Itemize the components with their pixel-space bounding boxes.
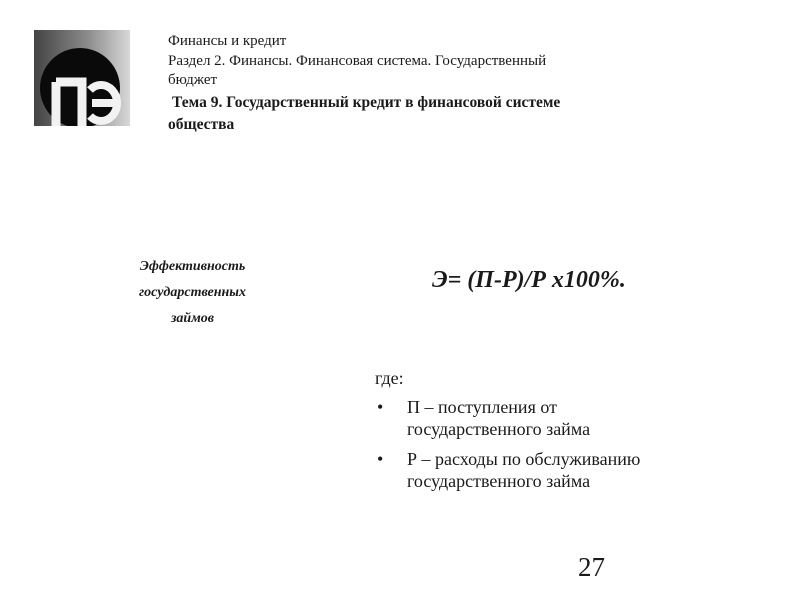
- definition-p-line2: государственного займа: [407, 419, 591, 439]
- definitions-list: [375, 396, 725, 500]
- subject-title: Финансы и кредит: [168, 33, 287, 49]
- definition-r-line2: государственного займа: [407, 471, 591, 491]
- efficiency-label-line2: государственных: [138, 285, 247, 300]
- where-label: где:: [375, 368, 404, 388]
- bullet-dot-icon: •: [377, 449, 384, 469]
- section-title-line2: бюджет: [168, 72, 218, 88]
- efficiency-label: [100, 254, 285, 332]
- bullet-dot-icon: •: [377, 397, 384, 417]
- page-number: 27: [578, 552, 605, 582]
- efficiency-label-line1: Эффективность: [139, 259, 246, 274]
- section-title-line1: Раздел 2. Финансы. Финансовая система. Государственный: [168, 52, 547, 69]
- efficiency-label-line3: займов: [170, 311, 215, 326]
- definition-r-line1: Р – расходы по обслуживанию: [407, 449, 641, 469]
- topic-title-line1: Тема 9. Государственный кредит в финансовой системе: [172, 93, 561, 111]
- definition-item-r: [375, 448, 725, 492]
- definition-p-line1: П – поступления от: [407, 397, 557, 417]
- efficiency-formula: Э= (П-Р)/Р х100%.: [432, 267, 626, 293]
- topic-title-line2: общества: [168, 115, 235, 133]
- pe-logo-icon: [34, 30, 130, 126]
- definition-item-p: [375, 396, 725, 440]
- slide-header: [168, 32, 708, 135]
